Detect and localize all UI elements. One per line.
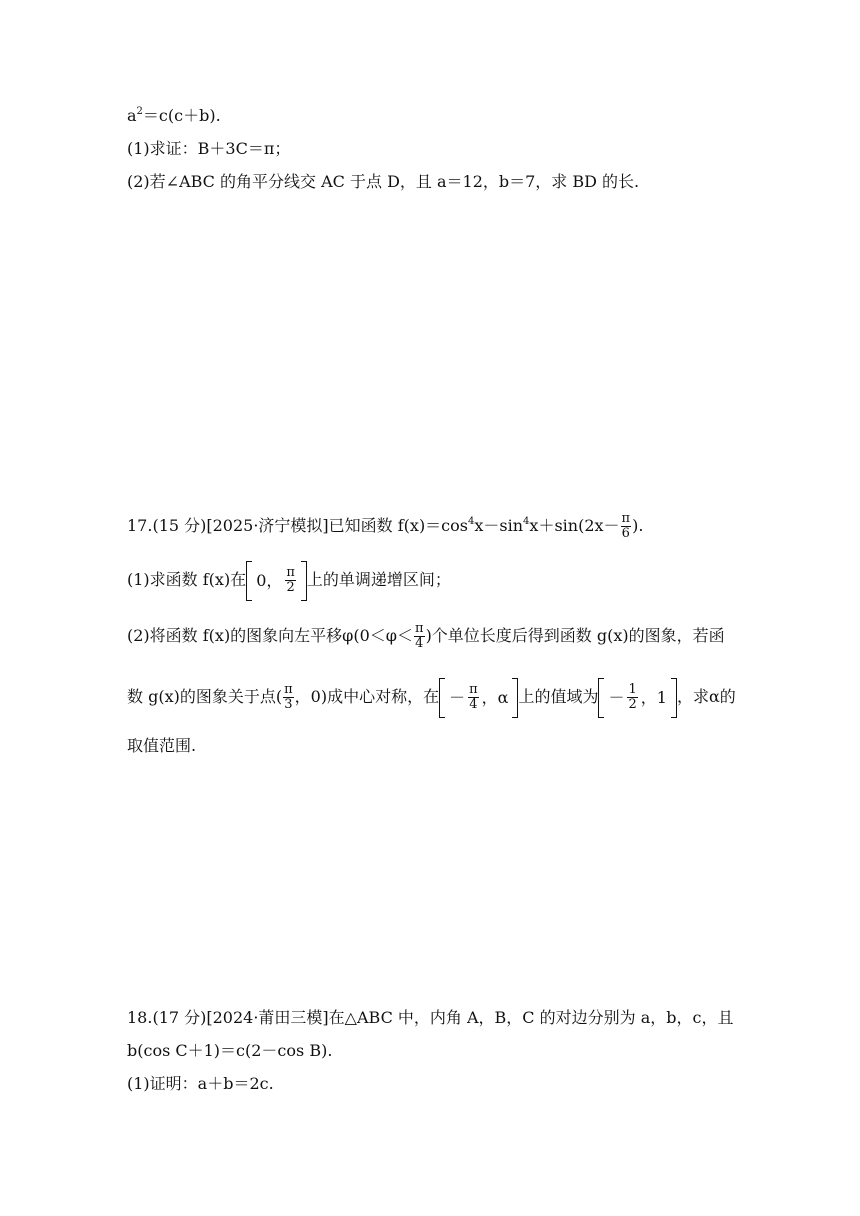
q17-p1-interval	[246, 561, 307, 601]
q17-frac-num: π	[621, 511, 631, 526]
q17-p2-int1-num: π	[469, 682, 478, 697]
q16-eq-rest: ＝c(c＋b).	[142, 106, 221, 125]
q17-p2-d: ，0)成中心对称，在	[294, 687, 440, 706]
q16-part1: (1)求证：B＋3C＝π；	[127, 139, 291, 158]
q17-sup2: 4	[523, 516, 530, 527]
q17-p1-int-den: 2	[286, 580, 295, 595]
q17-p1-b: 上的单调递增区间；	[306, 570, 451, 589]
q17-stem-d: ).	[632, 516, 644, 535]
q17-p2-int2-right: ，1	[640, 687, 667, 707]
q17-stem-fraction	[621, 512, 632, 541]
q17-stem-a: 17.(15 分)[2025·济宁模拟]已知函数 f(x)＝cos	[127, 516, 468, 535]
q17-p2-c: 数 g(x)的图象关于点(	[127, 687, 283, 706]
q17-p2-int2-num: 1	[628, 682, 637, 697]
q17-p2-interval2	[598, 677, 676, 719]
q17-frac-den: 6	[621, 526, 630, 541]
q17-part2-line1	[127, 618, 725, 654]
q16-eq-sup: 2	[136, 106, 143, 117]
q17-stem	[127, 512, 643, 541]
q17-p2-int2-den: 2	[628, 697, 637, 712]
q17-p2-b: )个单位长度后得到函数 g(x)的图象，若函	[425, 626, 725, 645]
q17-p1-int-num: π	[286, 565, 295, 580]
q17-p2-e: 上的值域为	[518, 687, 599, 706]
q16-part2: (2)若∠ABC 的角平分线交 AC 于点 D，且 a＝12，b＝7，求 BD 的长.	[127, 172, 640, 191]
q17-part2-line2	[127, 676, 736, 719]
q17-p2-pt-num: π	[284, 682, 293, 697]
q17-p2-int1-sign: －	[449, 687, 466, 707]
q17-p2-interval1	[439, 677, 518, 719]
q17-p1-a: (1)求函数 f(x)在	[127, 570, 247, 589]
q17-part1	[127, 560, 451, 601]
q16-equation-line	[127, 105, 221, 127]
q18-stem-line1: 18.(17 分)[2024·莆田三模]在△ABC 中，内角 A，B，C 的对边分别为 a，b，c，且	[127, 1008, 734, 1027]
q18-stem-line2: b(cos C＋1)＝c(2－cos B).	[127, 1041, 333, 1060]
q18-part1: (1)证明：a＋b＝2c.	[127, 1074, 274, 1093]
q17-p2-f: ，求α的	[676, 687, 736, 706]
q17-stem-c: x＋sin(2x－	[529, 516, 620, 535]
q17-p2-num: π	[415, 621, 424, 636]
q17-p1-int-left: 0，	[256, 570, 283, 590]
q17-p2-int1-den: 4	[469, 697, 478, 712]
q17-sup1: 4	[468, 516, 475, 527]
q17-p2-int1-right: ，α	[481, 687, 509, 707]
q17-p2-int2-sign: －	[608, 687, 625, 707]
q17-p2-a: (2)将函数 f(x)的图象向左平移φ(0＜φ＜	[127, 626, 414, 645]
q17-part2-line3: 取值范围.	[127, 736, 197, 755]
q17-p2-point-frac	[283, 683, 294, 712]
q16-eq-a: a	[127, 106, 137, 125]
q17-p2-pt-den: 3	[284, 697, 293, 712]
q17-p2-frac	[414, 622, 425, 651]
q17-stem-b: x－sin	[474, 516, 524, 535]
q17-p2-den: 4	[415, 636, 424, 651]
